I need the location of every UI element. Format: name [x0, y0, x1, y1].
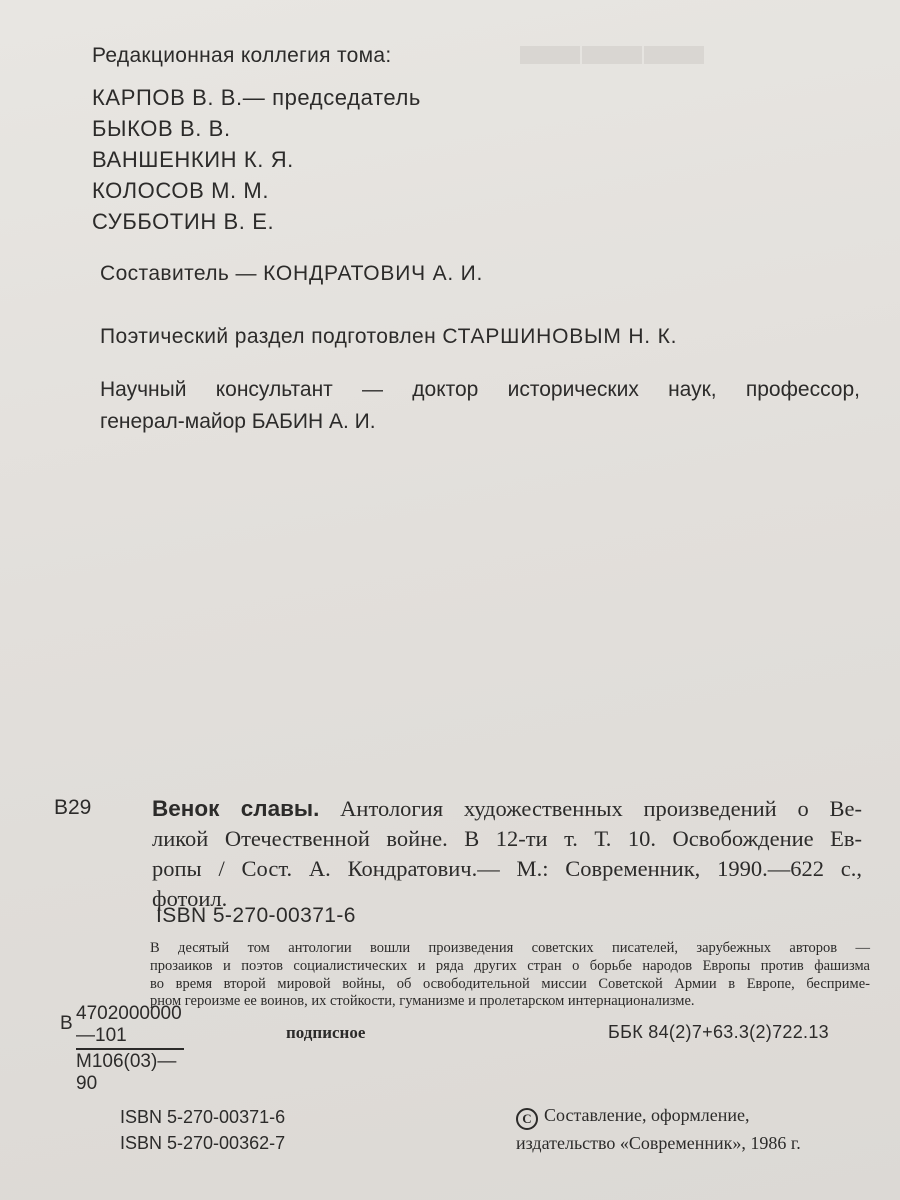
copyright-notice — [516, 1102, 801, 1156]
annotation-line: во время второй мировой войны, об освободительной миссии Советской Армии в Европе, бесприме- — [150, 975, 870, 992]
poetry-label: Поэтический раздел подготовлен — [100, 325, 443, 348]
annotation-line: прозаиков и поэтов социалистических и ряда других стран о борьбе народов Европы против фашизма — [150, 957, 870, 974]
board-member: КОЛОСОВ М. М. — [92, 178, 270, 203]
board-member: ВАНШЕНКИН К. Я. — [92, 147, 294, 172]
bibliographic-entry — [152, 794, 862, 914]
scientific-consultant — [100, 374, 860, 438]
isbn-entry: ISBN 5-270-00371-6 — [120, 1107, 286, 1127]
board-member: СУББОТИН В. Е. — [92, 209, 275, 234]
copyright-icon: C — [516, 1108, 538, 1130]
poetry-editor-name: СТАРШИНОВЫМ Н. К. — [442, 325, 678, 348]
index-letter: В — [60, 1013, 73, 1034]
consultant-line: генерал-майор БАБИН А. И. — [100, 410, 376, 433]
index-fraction — [76, 1003, 184, 1095]
editorial-board — [92, 44, 421, 237]
bibliographic-record — [54, 794, 874, 914]
consultant-line: Научный консультант — доктор исторических наук, профессор, — [100, 378, 860, 401]
entry-text: Антология художественных произведений о Ве- — [340, 796, 863, 821]
board-member: БЫКОВ В. В. — [92, 116, 231, 141]
subscription-label: подписное — [286, 1023, 366, 1042]
compiler-credit — [100, 262, 483, 286]
annotation-line: В десятый том антологии вошли произведения советских писателей, зарубежных авторов — — [150, 940, 870, 956]
entry-line: фотоил. — [152, 886, 228, 911]
copyright-text: Составление, оформление, — [544, 1105, 750, 1125]
annotation-line: рном героизме ее воинов, их стойкости, гуманизме и пролетарском интернационализме. — [150, 993, 695, 1010]
editorial-board-list — [92, 82, 421, 237]
isbn-primary: ISBN 5-270-00371-6 — [156, 904, 356, 927]
board-member: КАРПОВ В. В.— председатель — [92, 85, 421, 110]
book-title: Венок славы. — [152, 796, 320, 821]
copyright-line — [516, 1102, 801, 1130]
entry-line: ликой Отечественной войне. В 12-ти т. Т. 10. Освобождение Ев- — [152, 826, 862, 851]
isbn-entry: ISBN 5-270-00362-7 — [120, 1133, 286, 1153]
editorial-board-heading: Редакционная коллегия тома: — [92, 44, 392, 67]
show-through-ghost-title: ▬▬▬ — [520, 11, 706, 77]
entry-line: ропы / Сост. А. Кондратович.— М.: Современник, 1990.—622 с., — [152, 856, 862, 881]
annotation — [150, 940, 870, 1011]
compiler-label: Составитель — — [100, 262, 264, 285]
bbk-classification: ББК 84(2)7+63.3(2)722.13 — [608, 1022, 829, 1042]
isbn-list — [120, 1104, 285, 1156]
index-numerator: 4702000000—101 — [76, 1003, 184, 1050]
compiler-name: КОНДРАТОВИЧ А. И. — [263, 262, 484, 285]
catalog-code: В29 — [54, 796, 92, 819]
entry-line — [152, 794, 862, 824]
index-denominator: М106(03)—90 — [76, 1051, 177, 1094]
copyright-line: издательство «Современник», 1986 г. — [516, 1133, 801, 1153]
poetry-credit — [100, 325, 677, 349]
